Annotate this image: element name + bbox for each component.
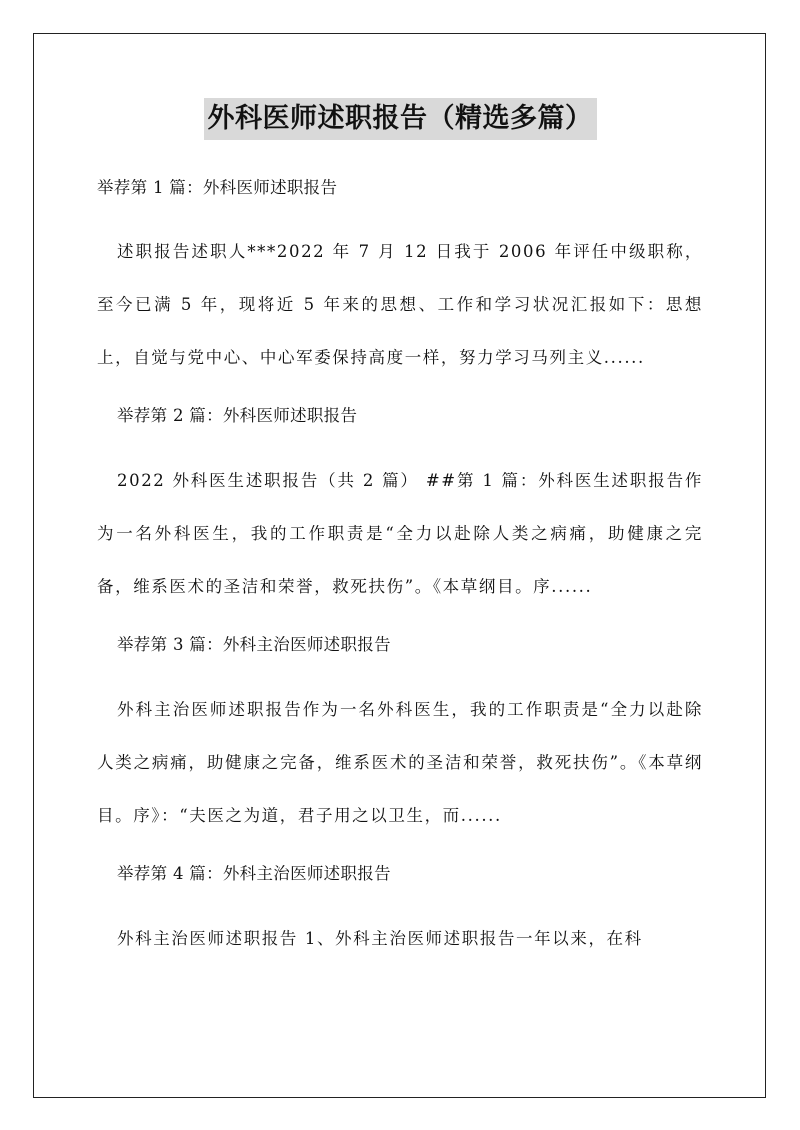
section-3-excerpt: 外科主治医师述职报告作为一名外科医生，我的工作职责是“全力以赴除人类之病痛，助健康之完备，维系医术的圣洁和荣誉，救死扶伤”。《本草纲目。序》：“夫医之为道，君子用之以卫生，而...... [97,700,703,825]
title-container [0,98,800,140]
section-2-heading: 举荐第 2 篇：外科医师述职报告 [117,406,358,425]
document-title: 外科医师述职报告（精选多篇） [204,98,597,140]
section-1-excerpt: 述职报告述职人***2022 年 7 月 12 日我于 2006 年评任中级职称，至今已满 5 年，现将近 5 年来的思想、工作和学习状况汇报如下：思想上，自觉与党中心、中心军委保持高度一样，努力学习马列主义...... [97,242,703,367]
section-2-excerpt: 2022 外科医生述职报告（共 2 篇） ##第 1 篇：外科医生述职报告作为一名外科医生，我的工作职责是“全力以赴除人类之病痛，助健康之完备，维系医术的圣洁和荣誉，救死扶伤”。《本草纲目。序...... [97,471,703,596]
section-3-heading: 举荐第 3 篇：外科主治医师述职报告 [117,635,391,654]
section-4-heading: 举荐第 4 篇：外科主治医师述职报告 [117,864,391,883]
section-4-excerpt: 外科主治医师述职报告 1、外科主治医师述职报告一年以来，在科 [117,929,643,948]
document-body [97,168,703,965]
section-1-heading: 举荐第 1 篇：外科医师述职报告 [97,178,338,197]
